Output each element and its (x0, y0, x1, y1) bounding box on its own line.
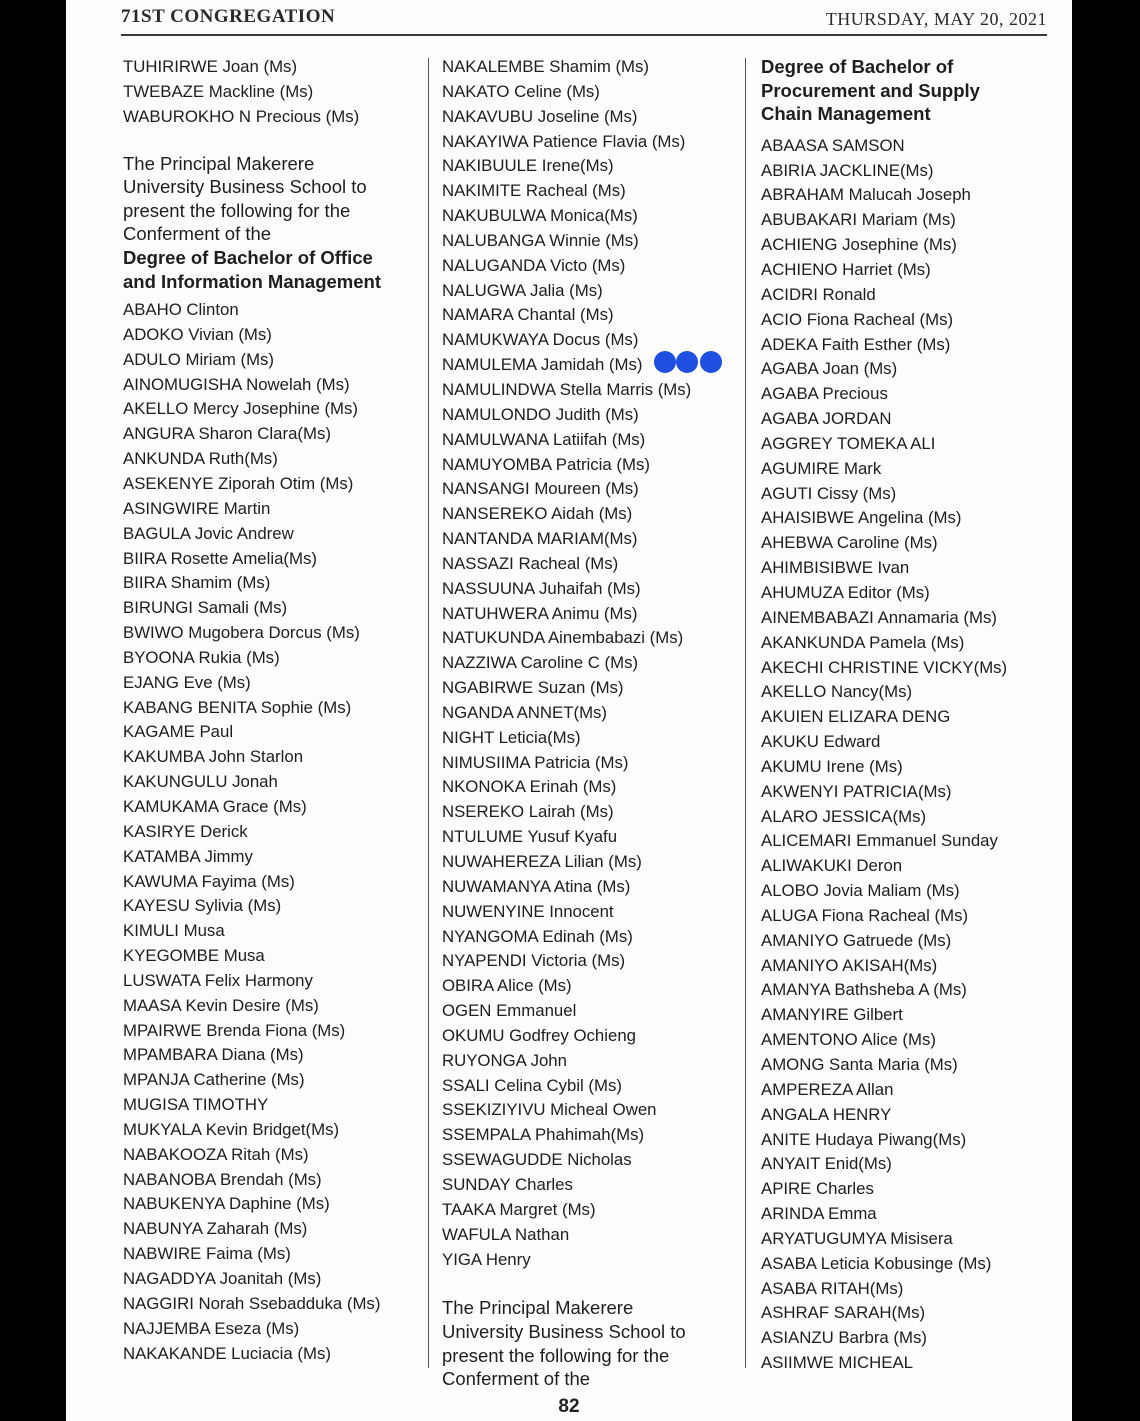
statement-line: Conferment of the (442, 1368, 591, 1390)
graduate-name: BWIWO Mugobera Dorcus (Ms) (123, 623, 360, 643)
graduate-name: BAGULA Jovic Andrew (123, 523, 294, 543)
statement-line: University Business School to (123, 176, 367, 198)
degree-heading-line: Procurement and Supply (761, 79, 980, 101)
graduate-name: OKUMU Godfrey Ochieng (442, 1025, 636, 1045)
graduate-name: ASINGWIRE Martin (123, 498, 271, 518)
graduate-name: TUHIRIRWE Joan (Ms) (123, 57, 298, 76)
graduate-name: EJANG Eve (Ms) (123, 672, 251, 692)
graduate-name: ACIO Fiona Racheal (Ms) (761, 309, 954, 329)
graduate-name: NATUHWERA Animu (Ms) (442, 603, 638, 623)
column-divider-1 (428, 58, 429, 1368)
graduate-name: ANITE Hudaya Piwang(Ms) (761, 1129, 967, 1149)
graduate-name: NAMULONDO Judith (Ms) (442, 404, 639, 424)
graduate-name: NAMUKWAYA Docus (Ms) (442, 330, 639, 350)
graduate-name: NAKATO Celine (Ms) (442, 81, 600, 101)
degree-heading-office-information-management (123, 246, 423, 293)
graduate-name: AMENTONO Alice (Ms) (761, 1030, 936, 1050)
graduate-name: ASIANZU Barbra (Ms) (761, 1328, 927, 1348)
graduate-name: AGABA Precious (761, 384, 888, 404)
graduate-name: ASEKENYE Ziporah Otim (Ms) (123, 474, 354, 493)
graduate-name: KAGAME Paul (123, 722, 234, 742)
graduate-name: NAZZIWA Caroline C (Ms) (442, 653, 639, 673)
graduate-name: KAKUMBA John Starlon (123, 747, 304, 767)
graduate-name: NAMARA Chantal (Ms) (442, 305, 614, 325)
graduate-name: ACHIENG Josephine (Ms) (761, 235, 957, 255)
graduate-name: ALARO JESSICA(Ms) (761, 806, 927, 826)
graduate-name: AMPEREZA Allan (761, 1079, 894, 1099)
publication-date: THURSDAY, MAY 20, 2021 (825, 9, 1047, 29)
graduate-name: BYOONA Rukia (Ms) (123, 647, 280, 667)
graduate-name: NAGADDYA Joanitah (Ms) (123, 1269, 322, 1288)
graduate-name: MUKYALA Kevin Bridget(Ms) (123, 1119, 340, 1139)
graduate-name: ADEKA Faith Esther (Ms) (761, 334, 951, 354)
graduate-name: KAYESU Sylivia (Ms) (123, 896, 282, 916)
graduate-name: ALIWAKUKI Deron (761, 856, 903, 876)
graduate-name: SSALI Celina Cybil (Ms) (442, 1075, 622, 1095)
graduate-name: NASSAZI Racheal (Ms) (442, 553, 619, 573)
graduate-name: ALICEMARI Emmanuel Sunday (761, 831, 998, 851)
graduate-name: MPAMBARA Diana (Ms) (123, 1045, 304, 1065)
graduate-name: ALUGA Fiona Racheal (Ms) (761, 905, 969, 925)
statement-line: The Principal Makerere (442, 1297, 634, 1319)
graduate-name: AGGREY TOMEKA ALI (761, 433, 936, 453)
graduate-name: NYAPENDI Victoria (Ms) (442, 951, 626, 971)
graduate-name: AKWENYI PATRICIA(Ms) (761, 781, 952, 801)
graduate-name: NIGHT Leticia(Ms) (442, 727, 581, 747)
graduate-name: ASIIMWE MICHEAL (761, 1353, 913, 1373)
graduate-name: NAMUYOMBA Patricia (Ms) (442, 454, 650, 474)
graduate-list-office-information-management-continued (442, 55, 742, 1272)
graduate-name: AHIMBISIBWE Ivan (761, 558, 910, 578)
graduate-name: KYEGOMBE Musa (123, 946, 265, 966)
highlight-dot (676, 351, 698, 373)
degree-heading-line: Degree of Bachelor of Office (123, 246, 373, 268)
graduate-name: ANYAIT Enid(Ms) (761, 1154, 892, 1174)
page-header (121, 4, 1047, 36)
graduate-name: NANSANGI Moureen (Ms) (442, 479, 639, 499)
graduate-name: MPAIRWE Brenda Fiona (Ms) (123, 1020, 346, 1040)
graduate-name: AGUMIRE Mark (761, 458, 882, 478)
graduate-name: NYANGOMA Edinah (Ms) (442, 926, 633, 946)
graduate-name: KATAMBA Jimmy (123, 846, 253, 866)
degree-heading-line: Degree of Bachelor of (761, 56, 954, 77)
graduate-name: AGABA Joan (Ms) (761, 359, 898, 379)
graduate-name: WAFULA Nathan (442, 1224, 570, 1244)
graduate-name: AKECHI CHRISTINE VICKY(Ms) (761, 657, 1008, 677)
graduate-name: AMONG Santa Maria (Ms) (761, 1055, 958, 1074)
graduate-name: NAKAKANDE Luciacia (Ms) (123, 1343, 331, 1363)
column-3 (761, 55, 1061, 1376)
graduate-name: ACIDRI Ronald (761, 284, 876, 304)
graduate-name: NATUKUNDA Ainembabazi (Ms) (442, 628, 684, 648)
statement-line: University Business School to (442, 1320, 686, 1342)
graduate-name: NALUGWA Jalia (Ms) (442, 280, 603, 300)
graduate-name: NAJJEMBA Eseza (Ms) (123, 1318, 300, 1338)
graduate-name: KASIRYE Derick (123, 821, 248, 841)
graduate-name: KAWUMA Fayima (Ms) (123, 871, 295, 891)
graduate-name: TWEBAZE Mackline (Ms) (123, 81, 314, 101)
graduate-name: NKONOKA Erinah (Ms) (442, 777, 617, 797)
graduate-name: NGANDA ANNET(Ms) (442, 702, 608, 722)
graduate-list-procurement-supply-chain (761, 134, 1061, 1376)
graduate-name: ABAHO Clinton (123, 300, 239, 320)
graduate-name: NAKAYIWA Patience Flavia (Ms) (442, 131, 686, 151)
presentation-statement (123, 152, 423, 246)
graduate-name: AMANIYO AKISAH(Ms) (761, 955, 938, 975)
statement-line: present the following for the (442, 1344, 670, 1366)
graduate-name: NUWENYINE Innocent (442, 901, 614, 921)
graduate-name: NAGGIRI Norah Ssebadduka (Ms) (123, 1293, 381, 1313)
graduate-name: NABUNYA Zaharah (Ms) (123, 1219, 308, 1239)
graduate-name: ABUBAKARI Mariam (Ms) (761, 210, 956, 230)
statement-line: Conferment of the (123, 223, 272, 245)
graduate-name: SSEMPALA Phahimah(Ms) (442, 1125, 645, 1145)
graduate-name: ARYATUGUMYA Misisera (761, 1228, 953, 1248)
graduate-name: NUWAHEREZA Lilian (Ms) (442, 852, 642, 871)
graduate-name: BIIRA Rosette Amelia(Ms) (123, 548, 317, 568)
graduate-name: AMANIYO Gatruede (Ms) (761, 930, 952, 950)
graduate-name: KIMULI Musa (123, 921, 225, 941)
graduate-name: KABANG BENITA Sophie (Ms) (123, 697, 352, 717)
graduate-name: NABUKENYA Daphine (Ms) (123, 1194, 330, 1214)
highlight-dot (700, 351, 722, 373)
graduate-name: BIIRA Shamim (Ms) (123, 573, 271, 593)
graduate-name: ANGALA HENRY (761, 1104, 892, 1124)
graduate-name: AGABA JORDAN (761, 409, 892, 429)
graduate-name: NALUBANGA Winnie (Ms) (442, 230, 639, 250)
graduate-name: AKELLO Mercy Josephine (Ms) (123, 399, 359, 419)
graduate-name: AINEMBABAZI Annamaria (Ms) (761, 607, 997, 627)
degree-heading-line: and Information Management (123, 270, 381, 292)
graduate-name: NAMULINDWA Stella Marris (Ms) (442, 379, 692, 399)
graduate-list-continued (123, 55, 423, 130)
graduate-name: NANSEREKO Aidah (Ms) (442, 504, 633, 524)
graduate-name: NGABIRWE Suzan (Ms) (442, 678, 624, 698)
graduate-name: ASABA Leticia Kobusinge (Ms) (761, 1253, 992, 1273)
newspaper-page (66, 0, 1072, 1421)
graduate-name: AHEBWA Caroline (Ms) (761, 533, 938, 553)
graduate-name: AKUIEN ELIZARA DENG (761, 707, 951, 727)
statement-line: The Principal Makerere (123, 152, 315, 174)
graduate-name: YIGA Henry (442, 1249, 531, 1269)
graduate-name: NAKIBUULE Irene(Ms) (442, 156, 614, 176)
graduate-name: NIMUSIIMA Patricia (Ms) (442, 752, 629, 772)
column-1 (123, 55, 423, 1366)
graduate-name: LUSWATA Felix Harmony (123, 970, 313, 990)
blue-highlight-marks (654, 351, 726, 375)
presentation-statement (442, 1296, 742, 1390)
graduate-name: AGUTI Cissy (Ms) (761, 483, 897, 503)
graduate-name: MPANJA Catherine (Ms) (123, 1070, 305, 1090)
graduate-name: NABANOBA Brendah (Ms) (123, 1169, 322, 1189)
graduate-name: ANGURA Sharon Clara(Ms) (123, 424, 331, 444)
graduate-name: ADOKO Vivian (Ms) (123, 324, 272, 344)
degree-heading-line: Chain Management (761, 103, 931, 125)
graduate-name: TAAKA Margret (Ms) (442, 1199, 596, 1219)
graduate-name: AMANYA Bathsheba A (Ms) (761, 980, 967, 1000)
graduate-name: MUGISA TIMOTHY (123, 1095, 269, 1115)
graduate-name: ABRAHAM Malucah Joseph (761, 185, 971, 205)
graduate-name: MAASA Kevin Desire (Ms) (123, 995, 319, 1015)
graduate-name: ADULO Miriam (Ms) (123, 349, 275, 369)
page-number: 82 (558, 1396, 580, 1417)
graduate-name: AHAISIBWE Angelina (Ms) (761, 508, 962, 528)
graduate-name: NAKAVUBU Joseline (Ms) (442, 106, 638, 126)
graduate-name: ABAASA SAMSON (761, 135, 905, 155)
graduate-name: NANTANDA MARIAM(Ms) (442, 529, 638, 549)
graduate-name: AKUKU Edward (761, 732, 881, 752)
graduate-name: AKELLO Nancy(Ms) (761, 682, 913, 702)
graduate-name: ACHIENO Harriet (Ms) (761, 260, 931, 279)
graduate-name: ABIRIA JACKLINE(Ms) (761, 160, 934, 180)
graduate-name: NALUGANDA Victo (Ms) (442, 255, 626, 275)
graduate-name: ANKUNDA Ruth(Ms) (123, 449, 278, 469)
graduate-name: NASSUUNA Juhaifah (Ms) (442, 578, 641, 598)
column-divider-2 (745, 58, 746, 1368)
congregation-title: 71ST CONGREGATION (121, 6, 336, 27)
graduate-name: NAKIMITE Racheal (Ms) (442, 181, 626, 201)
graduate-name: NABAKOOZA Ritah (Ms) (123, 1144, 309, 1164)
graduate-name: SUNDAY Charles (442, 1174, 573, 1194)
graduate-name: NSEREKO Lairah (Ms) (442, 802, 614, 822)
graduate-name: SSEWAGUDDE Nicholas (442, 1150, 632, 1170)
graduate-name: NAKUBULWA Monica(Ms) (442, 206, 638, 226)
graduate-name: AKANKUNDA Pamela (Ms) (761, 632, 965, 652)
graduate-name: ALOBO Jovia Maliam (Ms) (761, 881, 960, 901)
graduate-name: ASHRAF SARAH(Ms) (761, 1303, 926, 1323)
graduate-name: ASABA RITAH(Ms) (761, 1278, 904, 1298)
graduate-name: RUYONGA John (442, 1050, 567, 1070)
graduate-name: APIRE Charles (761, 1179, 874, 1199)
graduate-list-office-information-management (123, 298, 423, 1366)
graduate-name: OBIRA Alice (Ms) (442, 976, 572, 996)
column-2 (442, 55, 742, 1391)
graduate-name: AHUMUZA Editor (Ms) (761, 582, 930, 602)
graduate-name: NAKALEMBE Shamim (Ms) (442, 57, 650, 76)
graduate-name: NUWAMANYA Atina (Ms) (442, 876, 631, 896)
graduate-name: NAMULEMA Jamidah (Ms) (442, 355, 643, 375)
graduate-name: NAMULWANA Latiifah (Ms) (442, 429, 646, 449)
graduate-name: KAMUKAMA Grace (Ms) (123, 796, 307, 816)
graduate-name: SSEKIZIYIVU Micheal Owen (442, 1100, 657, 1120)
graduate-name: OGEN Emmanuel (442, 1001, 577, 1021)
degree-heading-procurement-supply-chain (761, 55, 1061, 126)
highlight-dot (654, 351, 676, 373)
graduate-name: ARINDA Emma (761, 1204, 877, 1224)
graduate-name: AKUMU Irene (Ms) (761, 756, 903, 776)
statement-line: present the following for the (123, 199, 351, 221)
graduate-name: KAKUNGULU Jonah (123, 772, 278, 792)
graduate-name: BIRUNGI Samali (Ms) (123, 598, 288, 618)
graduate-name: NTULUME Yusuf Kyafu (442, 827, 618, 847)
graduate-name: WABUROKHO N Precious (Ms) (123, 106, 360, 126)
graduate-name: NABWIRE Faima (Ms) (123, 1244, 291, 1264)
graduate-name: AINOMUGISHA Nowelah (Ms) (123, 374, 350, 394)
graduate-name: AMANYIRE Gilbert (761, 1005, 903, 1025)
